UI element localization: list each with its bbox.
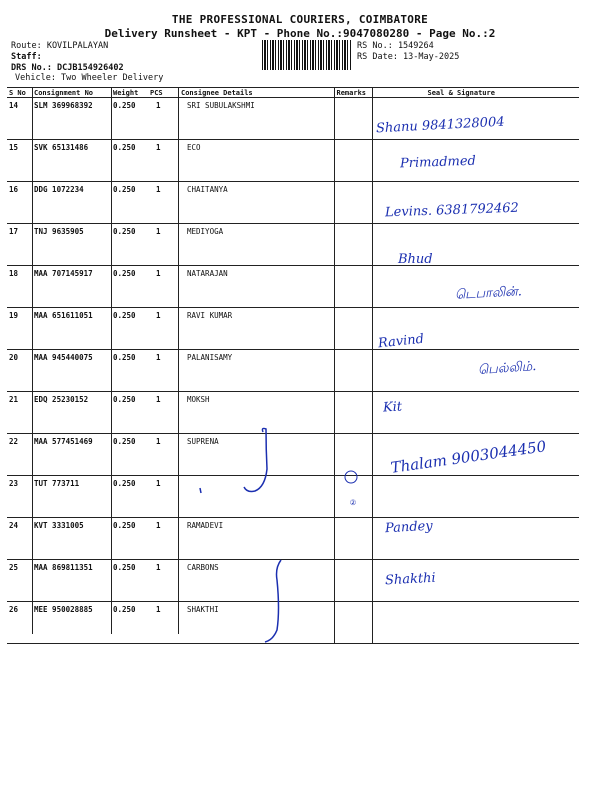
row-weight: 0.250 <box>111 140 148 182</box>
row-sno: 25 <box>7 560 32 602</box>
runsheet-subtitle: Delivery Runsheet - KPT - Phone No.:9047080280 - Page No.:2 <box>104 27 496 40</box>
signature-row-24: Pandey <box>384 518 434 537</box>
row-weight: 0.250 <box>111 308 148 350</box>
row-consignee: SRI SUBULAKSHMI <box>179 98 334 140</box>
row-sno: 20 <box>7 350 32 392</box>
row-weight: 0.250 <box>111 98 148 140</box>
row-consignee: MEDIYOGA <box>179 224 334 266</box>
row-sno: 26 <box>7 602 32 644</box>
row-pcs: 1 <box>148 476 179 518</box>
row-weight: 0.250 <box>111 518 148 560</box>
signature-row-20b: பெல்லிம். <box>477 358 537 379</box>
row-sno: 16 <box>7 182 32 224</box>
row-consignee: NATARAJAN <box>179 266 334 308</box>
row-consignee: RAMADEVI <box>179 518 334 560</box>
row-weight: 0.250 <box>111 182 148 224</box>
signature-row-18: Bhud <box>398 252 433 267</box>
row-consignment-no: MEE 950028885 <box>32 602 111 644</box>
row-consignment-no: SVK 65131486 <box>32 140 111 182</box>
col-signature: Seal & Signature <box>372 88 579 98</box>
col-pcs: PCS <box>148 88 179 98</box>
row-pcs: 1 <box>148 560 179 602</box>
row-pcs: 1 <box>148 308 179 350</box>
col-consignment: Consignment No <box>32 88 111 98</box>
row-consignment-no: MAA 577451469 <box>32 434 111 476</box>
row-consignee: MOKSH <box>179 392 334 434</box>
row-pcs: 1 <box>148 602 179 644</box>
row-sno: 23 <box>7 476 32 518</box>
row-pcs: 1 <box>148 140 179 182</box>
pen-stroke-3 <box>265 560 281 642</box>
signature-row-20: Ravind <box>377 331 425 352</box>
row-weight: 0.250 <box>111 560 148 602</box>
row-pcs: 1 <box>148 434 179 476</box>
row-consignment-no: MAA 869811351 <box>32 560 111 602</box>
col-consignee: Consignee Details <box>179 88 334 98</box>
row-consignment-no: TNJ 9635905 <box>32 224 111 266</box>
row-consignment-no: DDG 1072234 <box>32 182 111 224</box>
row-remarks: ② <box>334 476 372 518</box>
signature-row-23: Thalam 9003044450 <box>389 437 548 477</box>
col-sno: S No <box>7 88 32 98</box>
row-weight: 0.250 <box>111 602 148 644</box>
row-pcs: 1 <box>148 518 179 560</box>
signature-row-14: Shanu 9841328004 <box>375 114 505 137</box>
pen-stroke-2 <box>200 488 201 493</box>
row-consignee: SUPRENA <box>179 434 334 476</box>
row-sno: 21 <box>7 392 32 434</box>
remark-circle <box>345 471 357 483</box>
row-consignee: ECO <box>179 140 334 182</box>
row-consignment-no: MAA 945440075 <box>32 350 111 392</box>
row-weight: 0.250 <box>111 266 148 308</box>
row-sno: 15 <box>7 140 32 182</box>
row-sno: 18 <box>7 266 32 308</box>
rs-date: RS Date: 13-May-2025 <box>357 52 460 62</box>
row-pcs: 1 <box>148 392 179 434</box>
signature-row-25: Shakthi <box>384 570 437 589</box>
route-label: Route: KOVILPALAYAN <box>11 41 109 51</box>
signature-row-16: Levins. 6381792462 <box>384 200 520 221</box>
row-consignee: SHAKTHI <box>179 602 334 644</box>
row-consignee: PALANISAMY <box>179 350 334 392</box>
row-consignee: RAVI KUMAR <box>179 308 334 350</box>
signature-row-18b: டெபாலின். <box>454 284 523 303</box>
row-pcs: 1 <box>148 224 179 266</box>
pen-stroke-1 <box>244 428 267 491</box>
row-weight: 0.250 <box>111 476 148 518</box>
row-sno: 24 <box>7 518 32 560</box>
rs-number: RS No.: 1549264 <box>357 41 434 51</box>
row-sno: 22 <box>7 434 32 476</box>
row-consignee: CARBONS <box>179 560 334 602</box>
signature-row-15: Primadmed <box>399 153 477 172</box>
row-weight: 0.250 <box>111 434 148 476</box>
row-consignment-no: MAA 651611051 <box>32 308 111 350</box>
row-pcs: 1 <box>148 350 179 392</box>
row-pcs: 1 <box>148 266 179 308</box>
drs-number: DRS No.: DCJB154926402 <box>11 63 124 73</box>
staff-label: Staff: <box>11 52 42 62</box>
vehicle-label: Vehicle: Two Wheeler Delivery <box>15 73 164 83</box>
row-consignment-no: MAA 707145917 <box>32 266 111 308</box>
row-sno: 14 <box>7 98 32 140</box>
row-pcs: 1 <box>148 98 179 140</box>
company-title: THE PROFESSIONAL COURIERS, COIMBATORE <box>171 13 429 26</box>
row-sno: 17 <box>7 224 32 266</box>
row-weight: 0.250 <box>111 392 148 434</box>
col-remarks: Remarks <box>334 88 372 98</box>
signature-row-21: Kit <box>382 399 403 416</box>
row-consignment-no: TUT 773711 <box>32 476 111 518</box>
row-weight: 0.250 <box>111 350 148 392</box>
row-consignment-no: SLM 369968392 <box>32 98 111 140</box>
row-weight: 0.250 <box>111 224 148 266</box>
row-consignment-no: KVT 3331005 <box>32 518 111 560</box>
row-consignee: CHAITANYA <box>179 182 334 224</box>
col-weight: Weight <box>111 88 148 98</box>
row-sno: 19 <box>7 308 32 350</box>
row-consignment-no: EDQ 25230152 <box>32 392 111 434</box>
row-pcs: 1 <box>148 182 179 224</box>
